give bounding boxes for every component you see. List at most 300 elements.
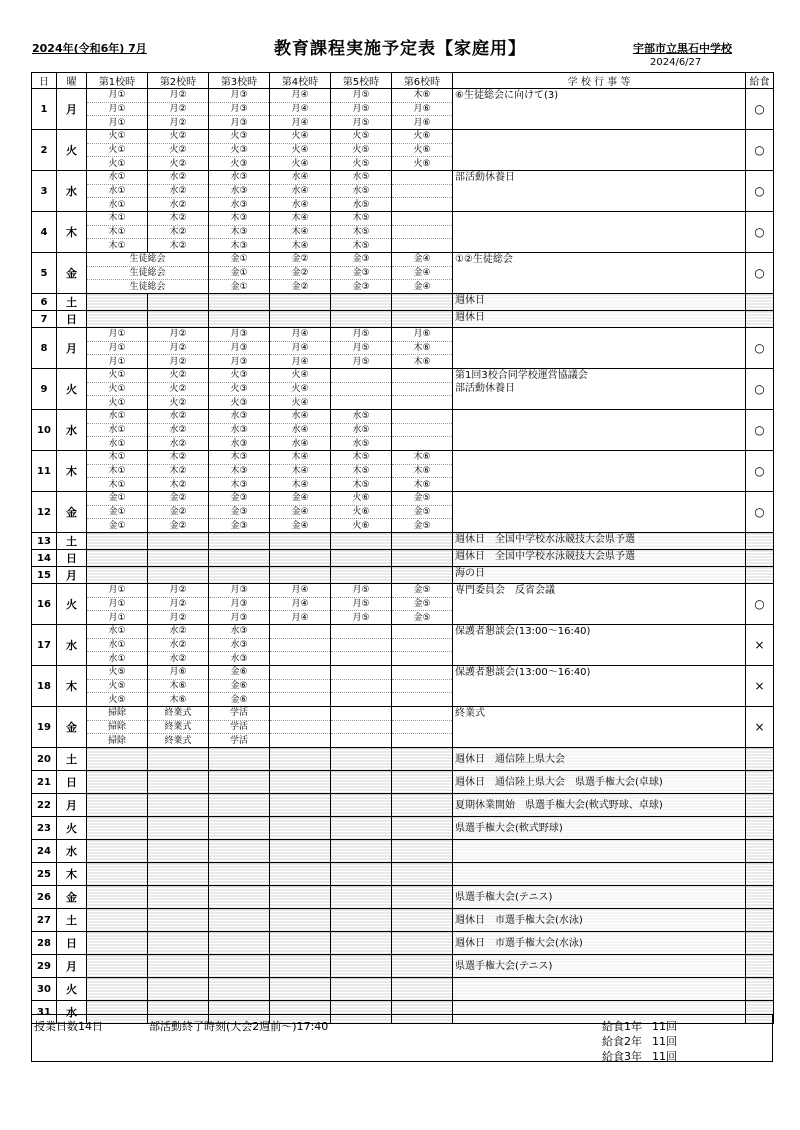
event-cell xyxy=(453,817,746,840)
period-cell xyxy=(331,625,392,666)
period-subject: 火① xyxy=(87,130,147,144)
period-subject: 月① xyxy=(108,612,126,623)
period-subject xyxy=(270,666,330,680)
period-lines xyxy=(209,212,269,252)
period-subject xyxy=(331,693,391,706)
period-subject xyxy=(331,652,391,665)
period-cell xyxy=(270,978,331,1001)
weekday: 日 xyxy=(57,932,87,955)
weekday: 木 xyxy=(57,212,87,253)
period-subject xyxy=(331,721,391,735)
period-cell xyxy=(87,328,148,369)
period-lines xyxy=(87,707,147,747)
period-subject: 金① xyxy=(209,253,269,267)
period-subject: 月① xyxy=(87,89,147,103)
period-lines xyxy=(87,369,147,409)
period-lines xyxy=(270,666,330,706)
period-cell xyxy=(270,294,331,311)
period-cell xyxy=(392,666,453,707)
day-row xyxy=(32,978,774,1001)
weekday: 月 xyxy=(57,89,87,130)
period-cell xyxy=(209,707,270,748)
period-lines xyxy=(392,584,452,624)
event-line: 保護者懇談会(13:00～16:40) xyxy=(455,667,591,678)
period-lines xyxy=(270,369,330,409)
period-subject: 火④ xyxy=(270,383,330,397)
period-lines xyxy=(392,171,452,211)
period-lines xyxy=(270,451,330,491)
assembly-label: 生徒総会 xyxy=(87,267,208,281)
period-lines xyxy=(270,253,330,293)
period-subject xyxy=(392,666,452,680)
period-subject xyxy=(392,239,452,252)
period-subject: 火② xyxy=(148,369,208,383)
period-cell xyxy=(209,625,270,666)
day-number: 24 xyxy=(32,840,57,863)
period-subject: 月③ xyxy=(209,342,269,356)
period-cell xyxy=(209,794,270,817)
period-subject: 火④ xyxy=(270,144,330,158)
weekday: 水 xyxy=(57,840,87,863)
lunch-mark: ○ xyxy=(746,328,774,369)
period-cell xyxy=(209,410,270,451)
header-row xyxy=(32,73,774,89)
period-lines xyxy=(331,492,391,532)
lunch-mark xyxy=(746,886,774,909)
period-subject: 火① xyxy=(87,144,147,158)
period-subject: 火④ xyxy=(291,158,309,169)
period-cell xyxy=(209,171,270,212)
period-subject: 月④ xyxy=(270,89,330,103)
col-header: 給食 xyxy=(746,73,774,89)
day-row xyxy=(32,410,774,451)
period-cell xyxy=(148,707,209,748)
period-cell xyxy=(331,817,392,840)
weekday: 月 xyxy=(57,794,87,817)
day-row xyxy=(32,794,774,817)
period-subject: 月③ xyxy=(230,612,248,623)
period-subject: 学活 xyxy=(209,707,269,721)
period-cell xyxy=(270,666,331,707)
lunch-mark xyxy=(746,771,774,794)
period-lines xyxy=(209,89,269,129)
period-cell xyxy=(270,171,331,212)
lunch-mark xyxy=(746,840,774,863)
period-lines xyxy=(392,369,452,409)
period-cell xyxy=(87,533,148,550)
period-cell xyxy=(87,625,148,666)
period-subject: 火⑥ xyxy=(392,144,452,158)
period-subject: 木⑥ xyxy=(392,465,452,479)
weekday: 日 xyxy=(57,771,87,794)
period-cell xyxy=(270,410,331,451)
period-subject: 月⑤ xyxy=(331,342,391,356)
weekday: 火 xyxy=(57,130,87,171)
period-cell xyxy=(87,863,148,886)
period-cell xyxy=(392,978,453,1001)
period-subject: 水⑤ xyxy=(352,438,370,449)
day-number: 14 xyxy=(32,550,57,567)
period-cell xyxy=(392,625,453,666)
period-cell xyxy=(331,567,392,584)
lunch-mark: ○ xyxy=(746,253,774,294)
issue-date: 2024/6/27 xyxy=(650,57,702,68)
period-subject: 水③ xyxy=(209,410,269,424)
period-lines xyxy=(209,253,269,293)
day-row xyxy=(32,550,774,567)
period-subject: 掃除 xyxy=(107,735,126,746)
period-cell xyxy=(87,451,148,492)
day-row xyxy=(32,212,774,253)
period-subject: 月③ xyxy=(230,117,248,128)
period-cell xyxy=(331,666,392,707)
period-lines xyxy=(270,328,330,368)
day-row xyxy=(32,492,774,533)
lunch-mark: ○ xyxy=(746,410,774,451)
day-number: 23 xyxy=(32,817,57,840)
lunch-mark xyxy=(746,978,774,1001)
event-line: 県選手権大会(軟式野球) xyxy=(455,822,563,834)
period-cell xyxy=(392,171,453,212)
period-subject: 火⑥ xyxy=(413,158,431,169)
period-lines xyxy=(148,492,208,532)
day-row xyxy=(32,130,774,171)
day-number: 29 xyxy=(32,955,57,978)
period-lines xyxy=(148,451,208,491)
period-lines xyxy=(87,584,147,624)
period-cell xyxy=(270,886,331,909)
event-line: 県選手権大会(テニス) xyxy=(455,891,553,903)
period-lines xyxy=(209,492,269,532)
period-cell xyxy=(331,584,392,625)
period-subject: 水③ xyxy=(230,199,248,210)
period-lines xyxy=(148,625,208,665)
day-row xyxy=(32,932,774,955)
period-subject: 金④ xyxy=(270,506,330,520)
weekday: 木 xyxy=(57,863,87,886)
period-subject: 火② xyxy=(169,397,187,408)
weekday: 火 xyxy=(57,584,87,625)
period-lines xyxy=(148,130,208,170)
period-cell xyxy=(209,253,270,294)
col-header: 日 xyxy=(32,73,57,89)
period-cell xyxy=(148,311,209,328)
period-lines xyxy=(392,410,452,450)
period-cell xyxy=(331,707,392,748)
period-subject: 木⑤ xyxy=(331,465,391,479)
period-subject: 木④ xyxy=(270,451,330,465)
period-subject: 月② xyxy=(169,356,187,367)
period-cell xyxy=(270,932,331,955)
lunch-mark: ○ xyxy=(746,451,774,492)
period-lines xyxy=(148,328,208,368)
period-subject: 金③ xyxy=(352,281,370,292)
period-subject: 水③ xyxy=(209,639,269,653)
period-subject: 火① xyxy=(87,383,147,397)
day-row xyxy=(32,707,774,748)
period-cell xyxy=(392,492,453,533)
period-subject: 水① xyxy=(87,639,147,653)
period-cell xyxy=(331,171,392,212)
period-subject: 金③ xyxy=(230,520,248,531)
day-number: 3 xyxy=(32,171,57,212)
period-cell xyxy=(87,89,148,130)
period-subject: 木⑤ xyxy=(352,240,370,251)
period-cell xyxy=(331,311,392,328)
period-lines xyxy=(209,328,269,368)
period-subject xyxy=(331,680,391,694)
period-subject: 火② xyxy=(148,383,208,397)
period-subject: 木② xyxy=(148,465,208,479)
day-row xyxy=(32,89,774,130)
period-subject xyxy=(392,652,452,665)
lunch-mark: × xyxy=(746,666,774,707)
period-subject xyxy=(392,437,452,450)
period-subject xyxy=(392,625,452,639)
period-lines xyxy=(392,212,452,252)
lunch-mark xyxy=(746,567,774,584)
weekday: 日 xyxy=(57,311,87,328)
period-subject: 火⑥ xyxy=(331,506,391,520)
period-lines xyxy=(87,666,147,706)
period-cell xyxy=(392,909,453,932)
period-subject xyxy=(270,707,330,721)
day-number: 21 xyxy=(32,771,57,794)
day-row xyxy=(32,863,774,886)
period-lines xyxy=(331,89,391,129)
event-line: 週休日 全国中学校水泳競技大会県予選 xyxy=(455,551,635,562)
col-header: 第3校時 xyxy=(209,73,270,89)
period-cell xyxy=(87,886,148,909)
day-number: 1 xyxy=(32,89,57,130)
period-lines xyxy=(87,130,147,170)
period-subject: 木③ xyxy=(209,451,269,465)
period-subject: 終業式 xyxy=(148,707,208,721)
event-line: 週休日 通信陸上県大会 県選手権大会(卓球) xyxy=(455,776,663,788)
period-cell xyxy=(148,978,209,1001)
period-subject: 金① xyxy=(108,520,126,531)
period-cell xyxy=(392,550,453,567)
period-subject: 水② xyxy=(169,199,187,210)
period-subject: 木⑤ xyxy=(331,226,391,240)
lunch-count-label: 給食1年 xyxy=(602,1020,642,1033)
period-cell xyxy=(148,294,209,311)
period-subject xyxy=(392,424,452,438)
period-cell xyxy=(331,794,392,817)
period-subject: 火③ xyxy=(209,130,269,144)
lunch-mark: ○ xyxy=(746,130,774,171)
day-number: 20 xyxy=(32,748,57,771)
period-subject: 月⑤ xyxy=(352,356,370,367)
event-cell xyxy=(453,955,746,978)
event-cell xyxy=(453,212,746,253)
period-cell xyxy=(148,451,209,492)
period-subject: 水① xyxy=(108,438,126,449)
period-subject: 水② xyxy=(169,438,187,449)
col-header: 第2校時 xyxy=(148,73,209,89)
period-subject xyxy=(331,707,391,721)
period-lines xyxy=(392,451,452,491)
period-subject: 金⑤ xyxy=(392,492,452,506)
period-cell xyxy=(270,955,331,978)
period-cell xyxy=(331,410,392,451)
period-cell xyxy=(87,212,148,253)
period-cell xyxy=(209,817,270,840)
lunch-mark xyxy=(746,817,774,840)
day-row xyxy=(32,840,774,863)
period-lines xyxy=(392,625,452,665)
period-subject: 火③ xyxy=(209,369,269,383)
weekday: 土 xyxy=(57,533,87,550)
lunch-mark xyxy=(746,294,774,311)
period-subject: 月④ xyxy=(270,598,330,612)
period-subject: 水④ xyxy=(270,171,330,185)
day-row xyxy=(32,328,774,369)
period-cell xyxy=(209,909,270,932)
period-subject: 金① xyxy=(209,267,269,281)
period-cell xyxy=(270,369,331,410)
lunch-count-value: 11回 xyxy=(652,1050,677,1063)
period-subject: 月⑤ xyxy=(331,103,391,117)
period-lines xyxy=(392,130,452,170)
event-cell xyxy=(453,932,746,955)
period-cell xyxy=(270,89,331,130)
period-cell xyxy=(392,567,453,584)
assembly-label: 生徒総会 xyxy=(129,281,166,292)
event-cell xyxy=(453,89,746,130)
class-days: 授業日数14日 xyxy=(34,1020,103,1033)
period-lines xyxy=(392,707,452,747)
event-cell xyxy=(453,625,746,666)
period-cell xyxy=(87,369,148,410)
period-subject: 月② xyxy=(169,117,187,128)
club-end-time: 部活動終了時刻(大会2週前～)17:40 xyxy=(149,1020,329,1033)
period-subject: 月⑤ xyxy=(352,612,370,623)
period-subject xyxy=(331,625,391,639)
period-subject: 金⑤ xyxy=(413,520,431,531)
col-header: 曜 xyxy=(57,73,87,89)
day-number: 27 xyxy=(32,909,57,932)
schedule-table xyxy=(31,72,774,1024)
period-cell xyxy=(331,748,392,771)
weekday: 土 xyxy=(57,909,87,932)
period-cell xyxy=(87,978,148,1001)
period-cell xyxy=(270,748,331,771)
period-subject: 金⑥ xyxy=(209,680,269,694)
period-cell xyxy=(148,567,209,584)
period-subject: 火③ xyxy=(230,397,248,408)
event-cell xyxy=(453,294,746,311)
period-cell xyxy=(392,253,453,294)
period-cell xyxy=(148,909,209,932)
event-cell xyxy=(453,978,746,1001)
period-subject: 水④ xyxy=(270,424,330,438)
period-lines xyxy=(148,89,208,129)
period-lines xyxy=(209,130,269,170)
period-cell xyxy=(148,932,209,955)
day-row xyxy=(32,171,774,212)
period-cell xyxy=(270,212,331,253)
period-lines xyxy=(148,666,208,706)
period-subject: 月③ xyxy=(209,584,269,598)
period-subject: 火⑤ xyxy=(87,680,147,694)
period-subject: 木③ xyxy=(230,479,248,490)
period-cell xyxy=(392,294,453,311)
period-cell xyxy=(331,89,392,130)
period-lines xyxy=(87,328,147,368)
period-cell xyxy=(148,771,209,794)
period-cell xyxy=(331,369,392,410)
period-subject: 水② xyxy=(148,171,208,185)
period-cell xyxy=(331,909,392,932)
period-cell xyxy=(87,666,148,707)
lunch-count-1 xyxy=(602,1018,677,1034)
day-number: 22 xyxy=(32,794,57,817)
period-lines xyxy=(331,130,391,170)
period-cell xyxy=(209,328,270,369)
lunch-count-label: 給食2年 xyxy=(602,1035,642,1048)
day-number: 4 xyxy=(32,212,57,253)
lunch-count-value: 11回 xyxy=(652,1020,677,1033)
day-number: 5 xyxy=(32,253,57,294)
period-lines xyxy=(392,492,452,532)
period-subject xyxy=(392,226,452,240)
period-subject: 木② xyxy=(169,240,187,251)
period-lines xyxy=(392,328,452,368)
period-subject: 火⑤ xyxy=(331,130,391,144)
period-cell xyxy=(148,748,209,771)
event-line: 夏期休業開始 県選手権大会(軟式野球、卓球) xyxy=(455,799,663,811)
period-cell xyxy=(331,253,392,294)
period-cell xyxy=(270,771,331,794)
period-cell xyxy=(148,584,209,625)
period-subject xyxy=(331,666,391,680)
period-lines xyxy=(270,89,330,129)
period-subject: 学活 xyxy=(229,735,248,746)
period-subject: 月② xyxy=(148,89,208,103)
period-lines xyxy=(148,212,208,252)
weekday: 金 xyxy=(57,886,87,909)
period-subject: 木⑥ xyxy=(169,694,187,705)
period-subject: 水② xyxy=(148,639,208,653)
event-line: 週休日 xyxy=(455,295,485,306)
event-line: 部活動休養日 xyxy=(455,172,515,183)
period-cell xyxy=(209,932,270,955)
period-lines xyxy=(87,625,147,665)
period-subject: 月⑤ xyxy=(331,584,391,598)
period-lines xyxy=(209,707,269,747)
day-row xyxy=(32,533,774,550)
period-subject: 水① xyxy=(87,410,147,424)
period-subject: 水③ xyxy=(209,625,269,639)
weekday: 火 xyxy=(57,369,87,410)
period-cell xyxy=(270,909,331,932)
school-name: 宇部市立黒石中学校 xyxy=(633,42,732,55)
lunch-mark xyxy=(746,550,774,567)
period-subject: 火⑤ xyxy=(108,694,126,705)
event-cell xyxy=(453,909,746,932)
period-cell xyxy=(270,451,331,492)
period-lines xyxy=(270,171,330,211)
period-subject: 木④ xyxy=(291,240,309,251)
period-cell xyxy=(392,533,453,550)
period-cell xyxy=(148,212,209,253)
period-lines xyxy=(209,171,269,211)
period-lines xyxy=(392,666,452,706)
period-subject: 水③ xyxy=(230,653,248,664)
day-row xyxy=(32,666,774,707)
period-subject: 金③ xyxy=(209,492,269,506)
